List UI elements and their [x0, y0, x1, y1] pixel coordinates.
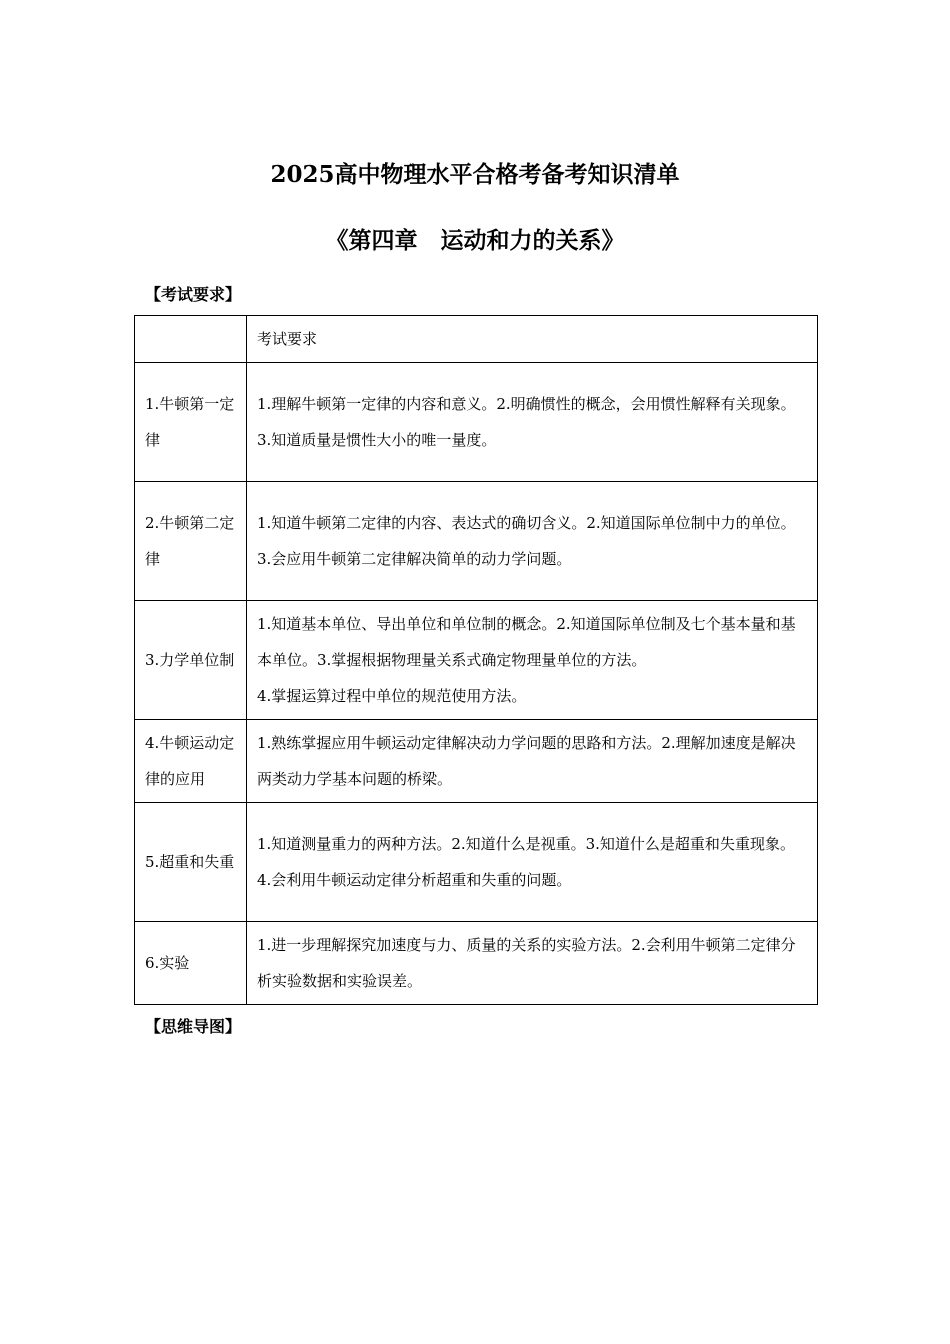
requirement-cell — [247, 601, 818, 720]
requirement-line: 4.掌握运算过程中单位的规范使用方法。 — [257, 687, 527, 705]
requirement-line: 1.知道基本单位、导出单位和单位制的概念。2.知道国际单位制及七个基本量和基本单位。3.掌握根据物理量关系式确定物理量单位的方法。 — [257, 615, 796, 669]
table-row — [135, 720, 818, 803]
topic-cell: 1.牛顿第一定律 — [135, 363, 247, 482]
requirement-cell — [247, 922, 818, 1005]
table-row — [135, 922, 818, 1005]
document-subtitle: 《第四章 运动和力的关系》 — [325, 227, 625, 254]
requirement-line: 1.知道测量重力的两种方法。2.知道什么是视重。3.知道什么是超重和失重现象。 — [257, 835, 795, 853]
requirement-line: 1.进一步理解探究加速度与力、质量的关系的实验方法。2.会利用牛顿第二定律分析实验数据和实验误差。 — [257, 936, 796, 990]
requirement-line: 3.会应用牛顿第二定律解决简单的动力学问题。 — [257, 550, 572, 568]
topic-cell: 6.实验 — [135, 922, 247, 1005]
table-header-cell — [135, 316, 247, 363]
exam-requirements-table — [134, 315, 818, 1005]
mind-map-heading: 【思维导图】 — [145, 1017, 242, 1036]
table-row — [135, 363, 818, 482]
table-header-cell: 考试要求 — [247, 316, 818, 363]
topic-cell: 4.牛顿运动定律的应用 — [135, 720, 247, 803]
requirement-line: 4.会利用牛顿运动定律分析超重和失重的问题。 — [257, 871, 572, 889]
requirement-line: 1.熟练掌握应用牛顿运动定律解决动力学问题的思路和方法。2.理解加速度是解决两类动力学基本问题的桥梁。 — [257, 734, 796, 788]
topic-cell: 2.牛顿第二定律 — [135, 482, 247, 601]
topic-cell: 5.超重和失重 — [135, 803, 247, 922]
requirement-cell — [247, 482, 818, 601]
table-header-row — [135, 316, 818, 363]
requirement-cell — [247, 363, 818, 482]
exam-requirements-heading: 【考试要求】 — [145, 285, 242, 304]
document-title: 2025高中物理水平合格考备考知识清单 — [270, 161, 680, 188]
requirement-cell — [247, 720, 818, 803]
requirement-line: 3.知道质量是惯性大小的唯一量度。 — [257, 431, 497, 449]
requirement-line: 1.知道牛顿第二定律的内容、表达式的确切含义。2.知道国际单位制中力的单位。 — [257, 514, 796, 532]
table-row — [135, 482, 818, 601]
topic-cell: 3.力学单位制 — [135, 601, 247, 720]
table-row — [135, 601, 818, 720]
table-row — [135, 803, 818, 922]
requirement-cell — [247, 803, 818, 922]
requirement-line: 1.理解牛顿第一定律的内容和意义。2.明确惯性的概念，会用惯性解释有关现象。 — [257, 395, 796, 413]
